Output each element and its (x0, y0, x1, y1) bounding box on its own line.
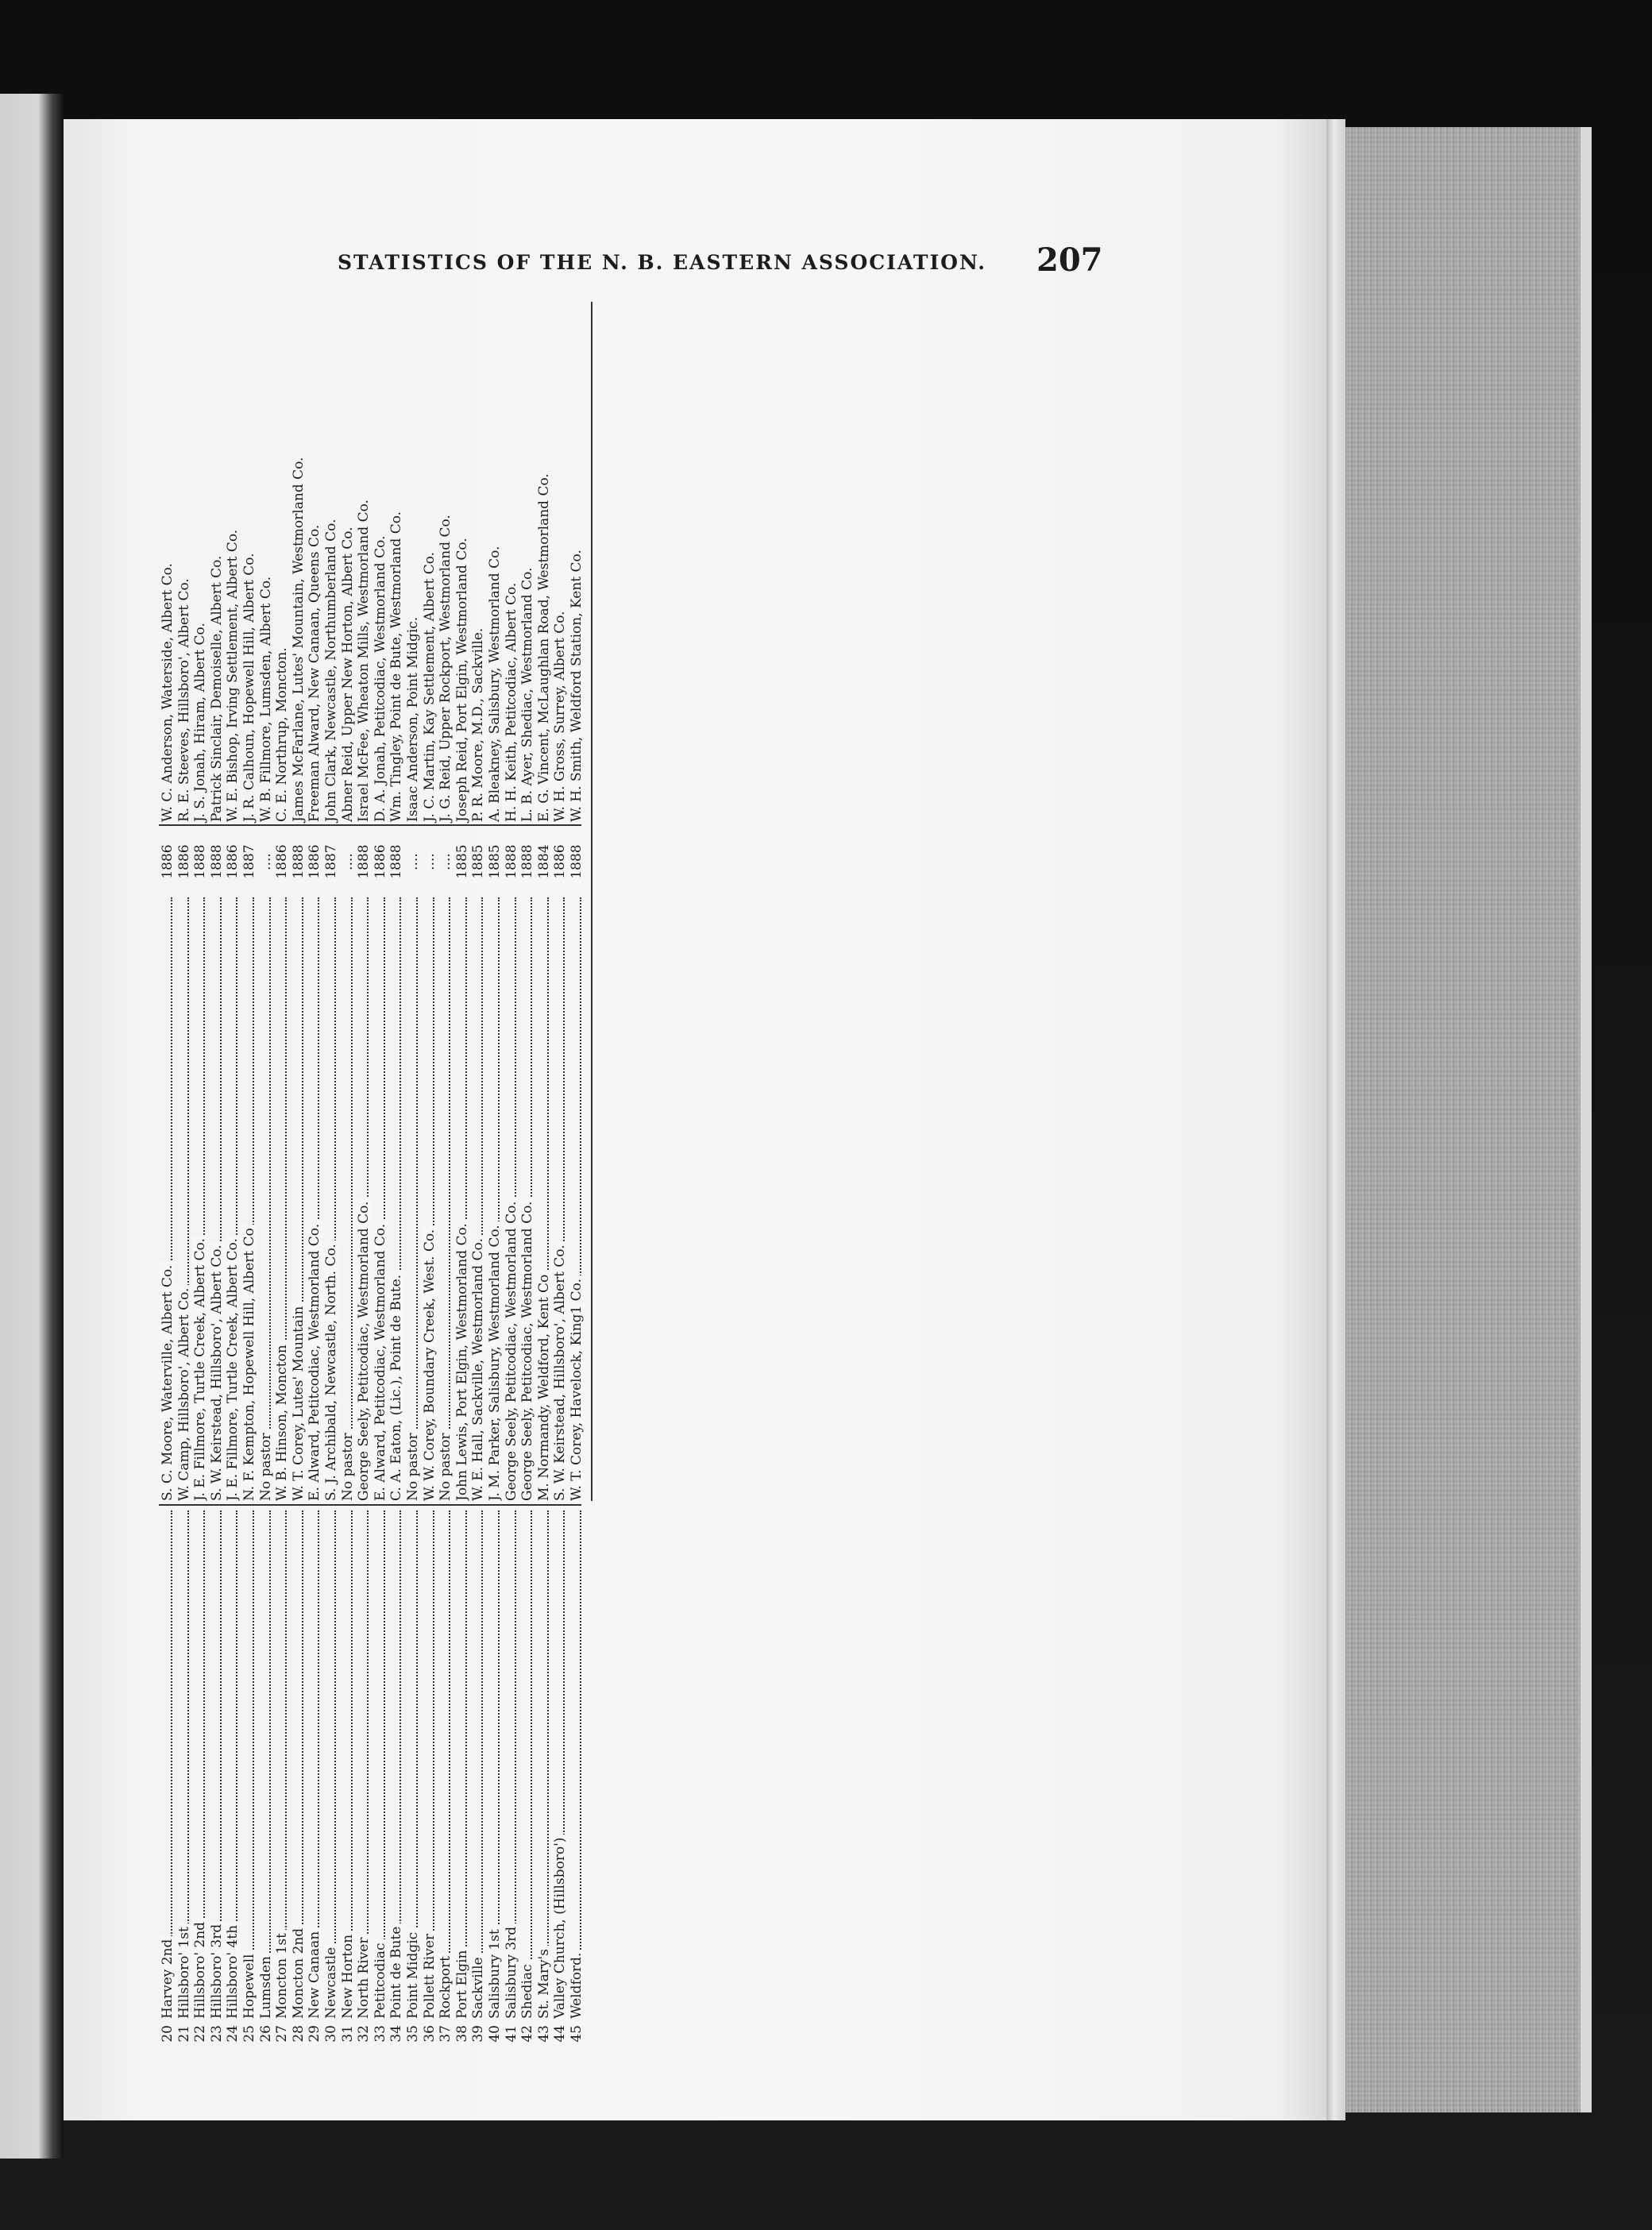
column-rule (159, 1504, 581, 1506)
page-edge (1326, 119, 1345, 2120)
pastor-name (503, 897, 520, 1501)
clerk-name: Wm. Tingley, Point de Bute, Westmorland Co. (388, 511, 405, 822)
church-name-text: Petitcodiac (372, 1939, 388, 2019)
settled-year: 1888 (503, 844, 519, 879)
church-name-text: Rockport (438, 1953, 454, 2019)
dot-leader (481, 1510, 483, 2019)
clerk-name: C. E. Northrup, Moncton. (274, 647, 291, 822)
row-number: 20 (160, 2025, 176, 2043)
settled-year: 1888 (290, 844, 307, 879)
dot-leader (449, 897, 450, 1501)
church-name (551, 1510, 569, 2019)
row-number: 36 (421, 2025, 438, 2043)
pastor-name (208, 897, 226, 1501)
pastor-name-text: W. T. Corey, Lutes' Mountain (291, 1303, 307, 1501)
pastor-name-text: No pastor (340, 1430, 356, 1501)
pastor-name (421, 897, 438, 1501)
church-name-text: Hillsboro' 3rd (209, 1921, 225, 2019)
running-header (338, 241, 1103, 279)
clerk-name: Abner Reid, Upper New Horton, Albert Co. (339, 527, 356, 822)
pastor-name-text: George Seely, Petitcodiac, Westmorland Co. (504, 1198, 519, 1501)
row-number: 39 (470, 2025, 487, 2043)
clerk-name: A. Bleakney, Salisbury, Westmorland Co. (487, 546, 503, 822)
church-name-text: Weldford. (569, 1950, 585, 2019)
pastor-name (159, 897, 176, 1501)
pastor-name (306, 897, 323, 1501)
clerk-name: J. C. Martin, Kay Settlement, Albert Co. (421, 551, 438, 822)
pastor-name (388, 897, 405, 1501)
dot-leader (269, 1510, 271, 2019)
pastor-name-text: C. A. Eaton, (Lic.), Point de Bute. (388, 1271, 404, 1501)
settled-year: 1886 (225, 844, 241, 879)
pastor-name (339, 897, 357, 1501)
pastor-name-text: George Seely, Petitcodiac, Westmorland Co. (356, 1198, 372, 1501)
clerk-name: Freeman Alward, New Canaan, Queens Co. (307, 524, 323, 822)
church-name (290, 1510, 307, 2019)
settled-year: .... (339, 853, 356, 870)
clerk-name: W. C. Anderson, Waterside, Albert Co. (160, 563, 176, 822)
pastor-name (454, 897, 471, 1501)
pastor-name-text: J. M. Parker, Salisbury, Westmorland Co. (487, 1221, 503, 1501)
dot-leader (334, 1510, 336, 2019)
dot-leader (449, 1510, 450, 2019)
settled-year: 1888 (388, 844, 405, 879)
dot-leader (580, 1510, 581, 2019)
settled-year: 1887 (241, 844, 257, 879)
clerk-name: James McFarlane, Lutes' Mountain, Westmorland Co. (290, 457, 307, 822)
clerk-name: Joseph Reid, Port Elgin, Westmorland Co. (454, 538, 470, 822)
settled-year: 1885 (487, 844, 503, 879)
church-name (421, 1510, 438, 2019)
clerk-name: John Clark, Newcastle, Northumberland Co. (323, 519, 339, 822)
row-number: 21 (176, 2025, 192, 2043)
row-number: 22 (192, 2025, 209, 2043)
clerk-name: Isaac Anderson, Point Midgic. (405, 616, 421, 822)
clerk-name: J. R. Calhoun, Hopewell Hill, Albert Co. (241, 553, 257, 822)
pastor-name (535, 897, 553, 1501)
clerk-name: W. B. Fillmore, Lumsden, Albert Co. (257, 576, 274, 822)
row-number: 44 (552, 2025, 569, 2043)
pastor-name-text: W. W. Corey, Boundary Creek, West. Co. (422, 1226, 438, 1501)
pastor-name-text: E. Alward, Petitcodiac, Westmorland Co. (372, 1221, 388, 1501)
settled-year: 1888 (569, 844, 585, 879)
church-name (339, 1510, 357, 2019)
church-name (306, 1510, 323, 2019)
clerk-name: D. A. Jonah, Petitcodiac, Westmorland Co. (372, 535, 388, 822)
pastor-name (191, 897, 209, 1501)
settled-year: 1886 (552, 844, 569, 879)
clerk-name: W. H. Gross, Surrey, Albert Co. (552, 611, 569, 822)
clerk-name: W. E. Bishop, Irving Settlement, Albert Co. (225, 529, 241, 822)
dot-leader (351, 897, 353, 1501)
clerk-name: P. R. Moore, M.D., Sackville. (470, 627, 487, 822)
row-number: 25 (241, 2025, 257, 2043)
row-number: 33 (372, 2025, 388, 2043)
church-name (241, 1510, 258, 2019)
dot-leader (531, 1510, 532, 2019)
church-name-text: Lumsden (258, 1953, 274, 2019)
pastor-name (290, 897, 307, 1501)
church-name (257, 1510, 275, 2019)
pastor-name-text: No pastor (405, 1430, 421, 1501)
settled-year: 1888 (356, 844, 372, 879)
church-name-text: Shediac (519, 1961, 535, 2019)
church-name-text: Salisbury 1st (487, 1926, 503, 2019)
church-name (388, 1510, 405, 2019)
pastor-name-text: W. B. Hinson, Moncton (274, 1341, 290, 1501)
church-name-text: North River (356, 1935, 372, 2019)
settled-year: 1884 (535, 844, 552, 879)
settled-year: 1886 (274, 844, 291, 879)
church-name-text: Hillsboro' 1st (176, 1923, 192, 2019)
church-name (176, 1510, 193, 2019)
dot-leader (253, 1510, 254, 2019)
church-name-text: Salisbury 3rd (504, 1923, 519, 2019)
church-name (372, 1510, 389, 2019)
pastor-name-text: S. J. Archibald, Newcastle, North. Co. (323, 1240, 339, 1501)
church-name (404, 1510, 422, 2019)
table-bottom-rule (591, 302, 592, 1501)
settled-year: .... (257, 853, 274, 870)
clerk-name: H. H. Keith, Petitcodiac, Albert Co. (503, 582, 519, 822)
row-number: 40 (487, 2025, 503, 2043)
church-name-text: Port Elgin (454, 1947, 470, 2019)
pastor-name-text: John Lewis, Port Elgin, Westmorland Co. (454, 1220, 470, 1501)
church-name-text: New Canaan (307, 1928, 322, 2019)
pastor-name (404, 897, 422, 1501)
pastor-name (437, 897, 454, 1501)
row-number: 41 (503, 2025, 519, 2043)
pastor-name-text: George Seely, Petitcodiac, Westmorland Co. (519, 1198, 535, 1501)
church-name (355, 1510, 372, 2019)
page-number: 207 (1036, 241, 1103, 279)
pastor-name (469, 897, 487, 1501)
clerk-name: L. B. Ayer, Shediac, Westmorland Co. (519, 567, 536, 822)
row-number: 26 (257, 2025, 274, 2043)
pastor-name (273, 897, 291, 1501)
pastor-name (551, 897, 569, 1501)
church-name-text: Newcastle (323, 1944, 339, 2019)
church-name (535, 1510, 553, 2019)
church-name (191, 1510, 209, 2019)
row-number: 28 (290, 2025, 307, 2043)
settled-year: 1886 (307, 844, 323, 879)
row-number: 31 (339, 2025, 356, 2043)
pastor-name-text: No pastor (438, 1430, 454, 1501)
church-name-text: Pollett River (422, 1931, 438, 2019)
church-name (519, 1510, 536, 2019)
church-name (454, 1510, 471, 2019)
church-name-text: Hillsboro' 2nd (192, 1919, 208, 2019)
settled-year: 1885 (470, 844, 487, 879)
church-name-text: Valley Church, (Hillsboro') (552, 1835, 568, 2019)
row-number: 29 (307, 2025, 323, 2043)
pastor-name-text: N. F. Kempton, Hopewell Hill, Albert Co (241, 1225, 257, 1501)
pastor-name-text: M. Normandy, Weldford, Kent Co (536, 1271, 552, 1501)
pastor-name (519, 897, 536, 1501)
row-number: 34 (388, 2025, 405, 2043)
church-name-text: Point de Bute (388, 1923, 404, 2019)
church-name (322, 1510, 340, 2019)
left-page-edge (0, 94, 64, 2159)
pastor-name (372, 897, 389, 1501)
dot-leader (416, 897, 418, 1501)
pastor-name-text: S. W. Keirstead, Hillsboro', Albert Co. (209, 1241, 225, 1501)
clerk-name: E. G. Vincent, McLaughlan Road, Westmorland Co. (535, 473, 552, 822)
pastor-name-text: W. Camp, Hillsboro', Albert Co. (176, 1285, 192, 1501)
settled-year: 1885 (454, 844, 470, 879)
church-name-text: Moncton 2nd (291, 1925, 307, 2019)
row-number: 23 (208, 2025, 225, 2043)
pastor-name (224, 897, 241, 1501)
row-number: 24 (225, 2025, 241, 2043)
clerk-name: R. E. Steeves, Hillsboro', Albert Co. (176, 578, 192, 822)
church-name-text: Sackville (470, 1954, 486, 2019)
settled-year: 1886 (176, 844, 192, 879)
church-name (469, 1510, 487, 2019)
row-number: 35 (405, 2025, 421, 2043)
pastor-name (322, 897, 340, 1501)
pastor-name-text: W. E. Hall, Sackville, Westmorland Co. (470, 1235, 486, 1501)
church-statistics-table (159, 302, 731, 2049)
church-name-text: Point Midgic (405, 1929, 421, 2019)
settled-year: .... (438, 853, 454, 870)
church-name-text: Moncton 1st (274, 1930, 290, 2019)
pastor-name-text: J. E. Fillmore, Turtle Creek, Albert Co. (192, 1235, 208, 1501)
pastor-name-text: S. C. Moore, Waterville, Albert Co. (160, 1262, 176, 1501)
page-block-border (1581, 127, 1592, 2112)
row-number: 45 (569, 2025, 585, 2043)
settled-year: 1888 (208, 844, 225, 879)
church-name (503, 1510, 520, 2019)
settled-year: 1887 (323, 844, 339, 879)
church-name-text: Hopewell (241, 1951, 257, 2020)
pastor-name-text: J. E. Fillmore, Turtle Creek, Albert Co. (225, 1235, 241, 1501)
row-number: 37 (438, 2025, 454, 2043)
clerk-name: W. H. Smith, Weldford Station, Kent Co. (569, 550, 585, 822)
header-title: STATISTICS OF THE N. B. EASTERN ASSOCIATION. (338, 251, 986, 274)
pastor-name (257, 897, 275, 1501)
clerk-name: J. S. Jonah, Hiram, Albert Co. (192, 623, 209, 822)
settled-year: 1886 (372, 844, 388, 879)
pastor-name (241, 897, 258, 1501)
clerk-name: Israel McFee, Wheaton Mills, Westmorland Co. (356, 500, 372, 822)
page-block-edge (1345, 127, 1588, 2112)
settled-year: .... (421, 853, 438, 870)
settled-year: .... (405, 853, 421, 870)
row-number: 42 (519, 2025, 536, 2043)
pastor-name (355, 897, 372, 1501)
church-name-text: Hillsboro' 4th (225, 1922, 241, 2019)
pastor-name-text: E. Alward, Petitcodiac, Westmorland Co. (307, 1221, 322, 1501)
dot-leader (547, 1510, 549, 2019)
church-name (224, 1510, 241, 2019)
dot-leader (465, 1510, 467, 2019)
row-number: 27 (274, 2025, 291, 2043)
church-name (486, 1510, 504, 2019)
row-number: 43 (535, 2025, 552, 2043)
church-name-text: New Horton (340, 1931, 356, 2019)
clerk-name: Patrick Sinclair, Demoiselle, Albert Co. (208, 555, 225, 822)
church-name (273, 1510, 291, 2019)
pastor-name (568, 897, 585, 1501)
pastor-name (486, 897, 504, 1501)
pastor-name-text: S. W. Keirstead, Hillsboro', Albert Co. (552, 1241, 568, 1501)
church-name (159, 1510, 176, 2019)
church-name (208, 1510, 226, 2019)
church-name-text: Harvey 2nd (160, 1936, 176, 2019)
clerk-name: J. G. Reid, Upper Rockport, Westmorland Co. (438, 515, 454, 822)
row-number: 32 (356, 2025, 372, 2043)
settled-year: 1886 (160, 844, 176, 879)
pastor-name-text: W. T. Corey, Havelock, King1 Co. (569, 1275, 585, 1501)
settled-year: 1888 (519, 844, 536, 879)
settled-year: 1888 (192, 844, 209, 879)
dot-leader (269, 897, 271, 1501)
row-number: 30 (323, 2025, 339, 2043)
pastor-name (176, 897, 193, 1501)
row-number: 38 (454, 2025, 470, 2043)
church-name-text: St. Mary's (536, 1946, 552, 2019)
church-name (568, 1510, 585, 2019)
pastor-name-text: No pastor (258, 1430, 274, 1501)
church-name (437, 1510, 454, 2019)
